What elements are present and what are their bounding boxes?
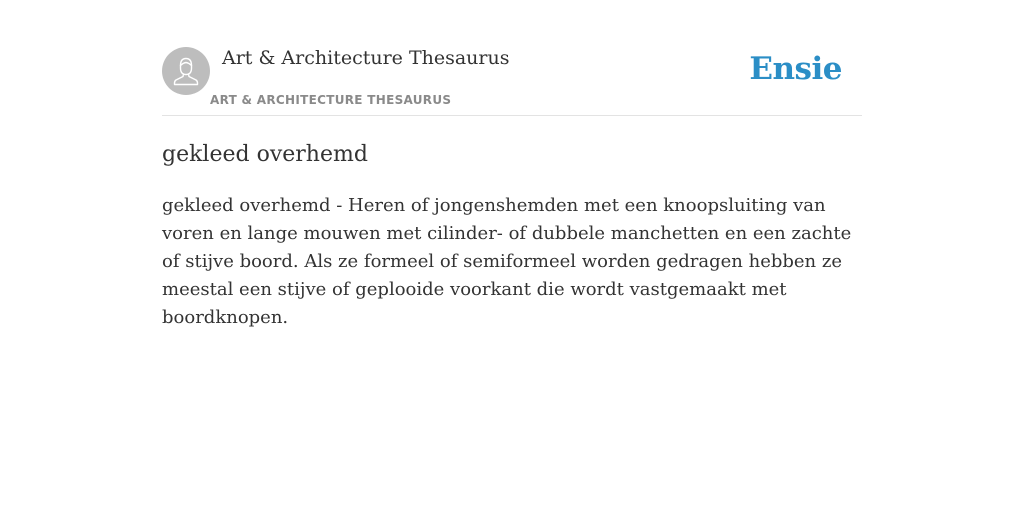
author-subtitle[interactable]: ART & ARCHITECTURE THESAURUS (210, 93, 452, 107)
user-silhouette-icon (162, 47, 210, 95)
author-name[interactable]: Art & Architecture Thesaurus (222, 47, 510, 69)
avatar[interactable] (162, 47, 210, 95)
entry-header (162, 47, 862, 116)
ensie-logo[interactable]: Ensie (749, 51, 842, 87)
entry-definition: gekleed overhemd - Heren of jongenshemden met een knoopsluiting van voren en lange mouwen met cilinder- of dubbele manchetten en een zachte of stijve boord. Als ze formeel of semiformeel worden gedragen hebben ze meestal een stijve of geplooide voorkant die wordt vastgemaakt met boordknopen. (162, 195, 852, 328)
entry-title: gekleed overhemd (162, 142, 368, 167)
